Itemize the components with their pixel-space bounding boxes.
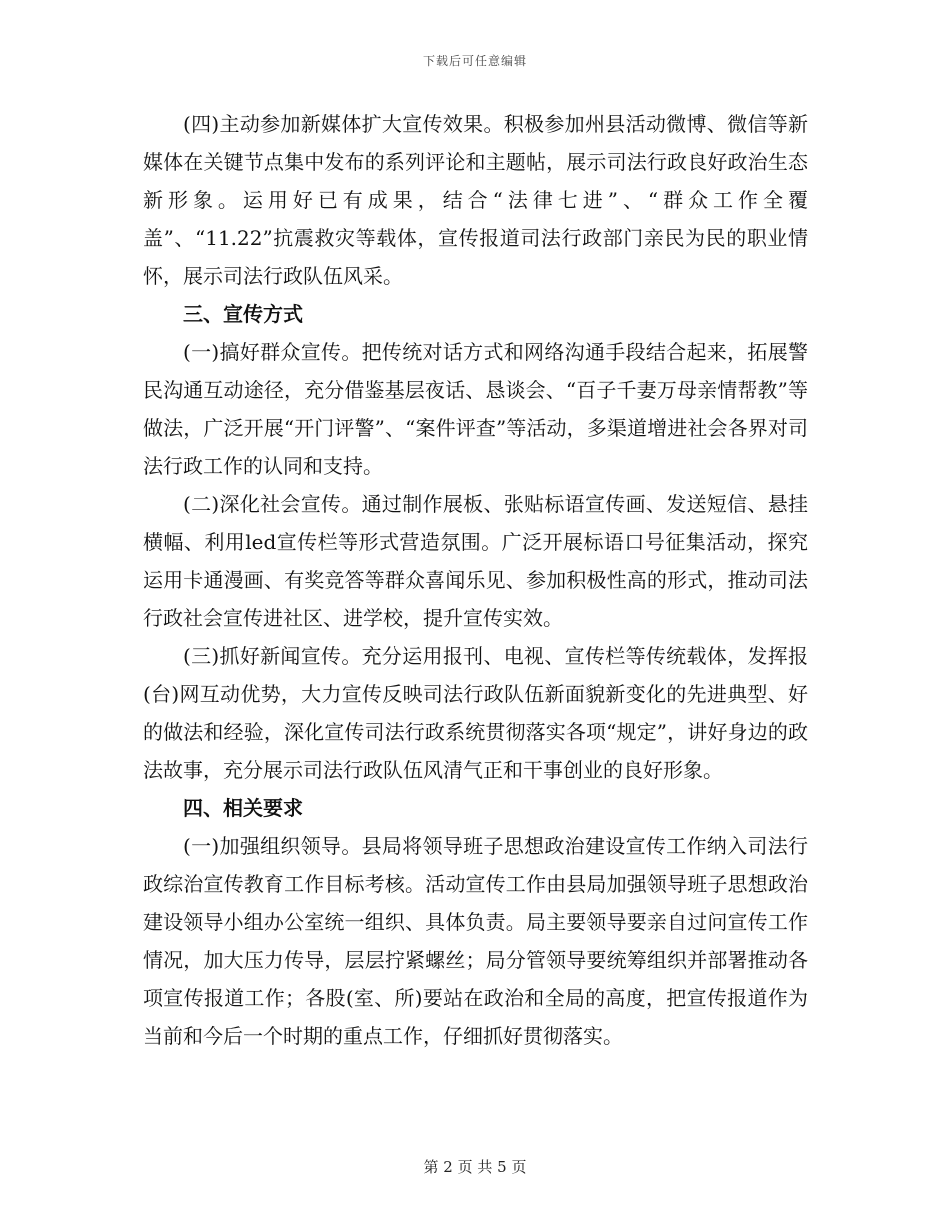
page-number-footer: 第 2 页 共 5 页 [423,1158,527,1176]
paragraph-news-publicity: (三)抓好新闻宣传。充分运用报刊、电视、宣传栏等传统载体，发挥报(台)网互动优势，大力宣传反映司法行政队伍新面貌新变化的先进典型、好的做法和经验，深化宣传司法行政系统贯彻落实各项“规定”，讲好身边的政法故事，充分展示司法行政队伍风清气正和干事创业的良好形象。 [143,644,808,782]
section-heading-requirements: 四、相关要求 [183,796,303,820]
document-body [143,105,808,1055]
page-header: 下载后可任意编辑 [422,54,527,68]
section-heading-publicity-methods: 三、宣传方式 [183,302,303,326]
paragraph-public-outreach: (一)搞好群众宣传。把传统对话方式和网络沟通手段结合起来，拓展警民沟通互动途径，充分借鉴基层夜话、恳谈会、“百子千妻万母亲情帮教”等做法，广泛开展“开门评警”、“案件评查”等活动，多渠道增进社会各界对司法行政工作的认同和支持。 [143,340,808,478]
paragraph-social-publicity: (二)深化社会宣传。通过制作展板、张贴标语宣传画、发送短信、悬挂横幅、利用led宣传栏等形式营造氛围。广泛开展标语口号征集活动，探究运用卡通漫画、有奖竞答等群众喜闻乐见、参加积极性高的形式，推动司法行政社会宣传进社区、进学校，提升宣传实效。 [143,492,808,630]
paragraph-new-media: (四)主动参加新媒体扩大宣传效果。积极参加州县活动微博、微信等新媒体在关键节点集中发布的系列评论和主题帖，展示司法行政良好政治生态新形象。运用好已有成果，结合“法律七进”、“群众工作全覆盖”、“11.22”抗震救灾等载体，宣传报道司法行政部门亲民为民的职业情怀，展示司法行政队伍风采。 [143,112,808,288]
paragraph-organization-leadership: (一)加强组织领导。县局将领导班子思想政治建设宣传工作纳入司法行政综治宣传教育工作目标考核。活动宣传工作由县局加强领导班子思想政治建设领导小组办公室统一组织、具体负责。局主要领导要亲自过问宣传工作情况，加大压力传导，层层拧紧螺丝；局分管领导要统筹组织并部署推动各项宣传报道工作；各股(室、所)要站在政治和全局的高度，把宣传报道作为当前和今后一个时期的重点工作，仔细抓好贯彻落实。 [143,834,808,1048]
